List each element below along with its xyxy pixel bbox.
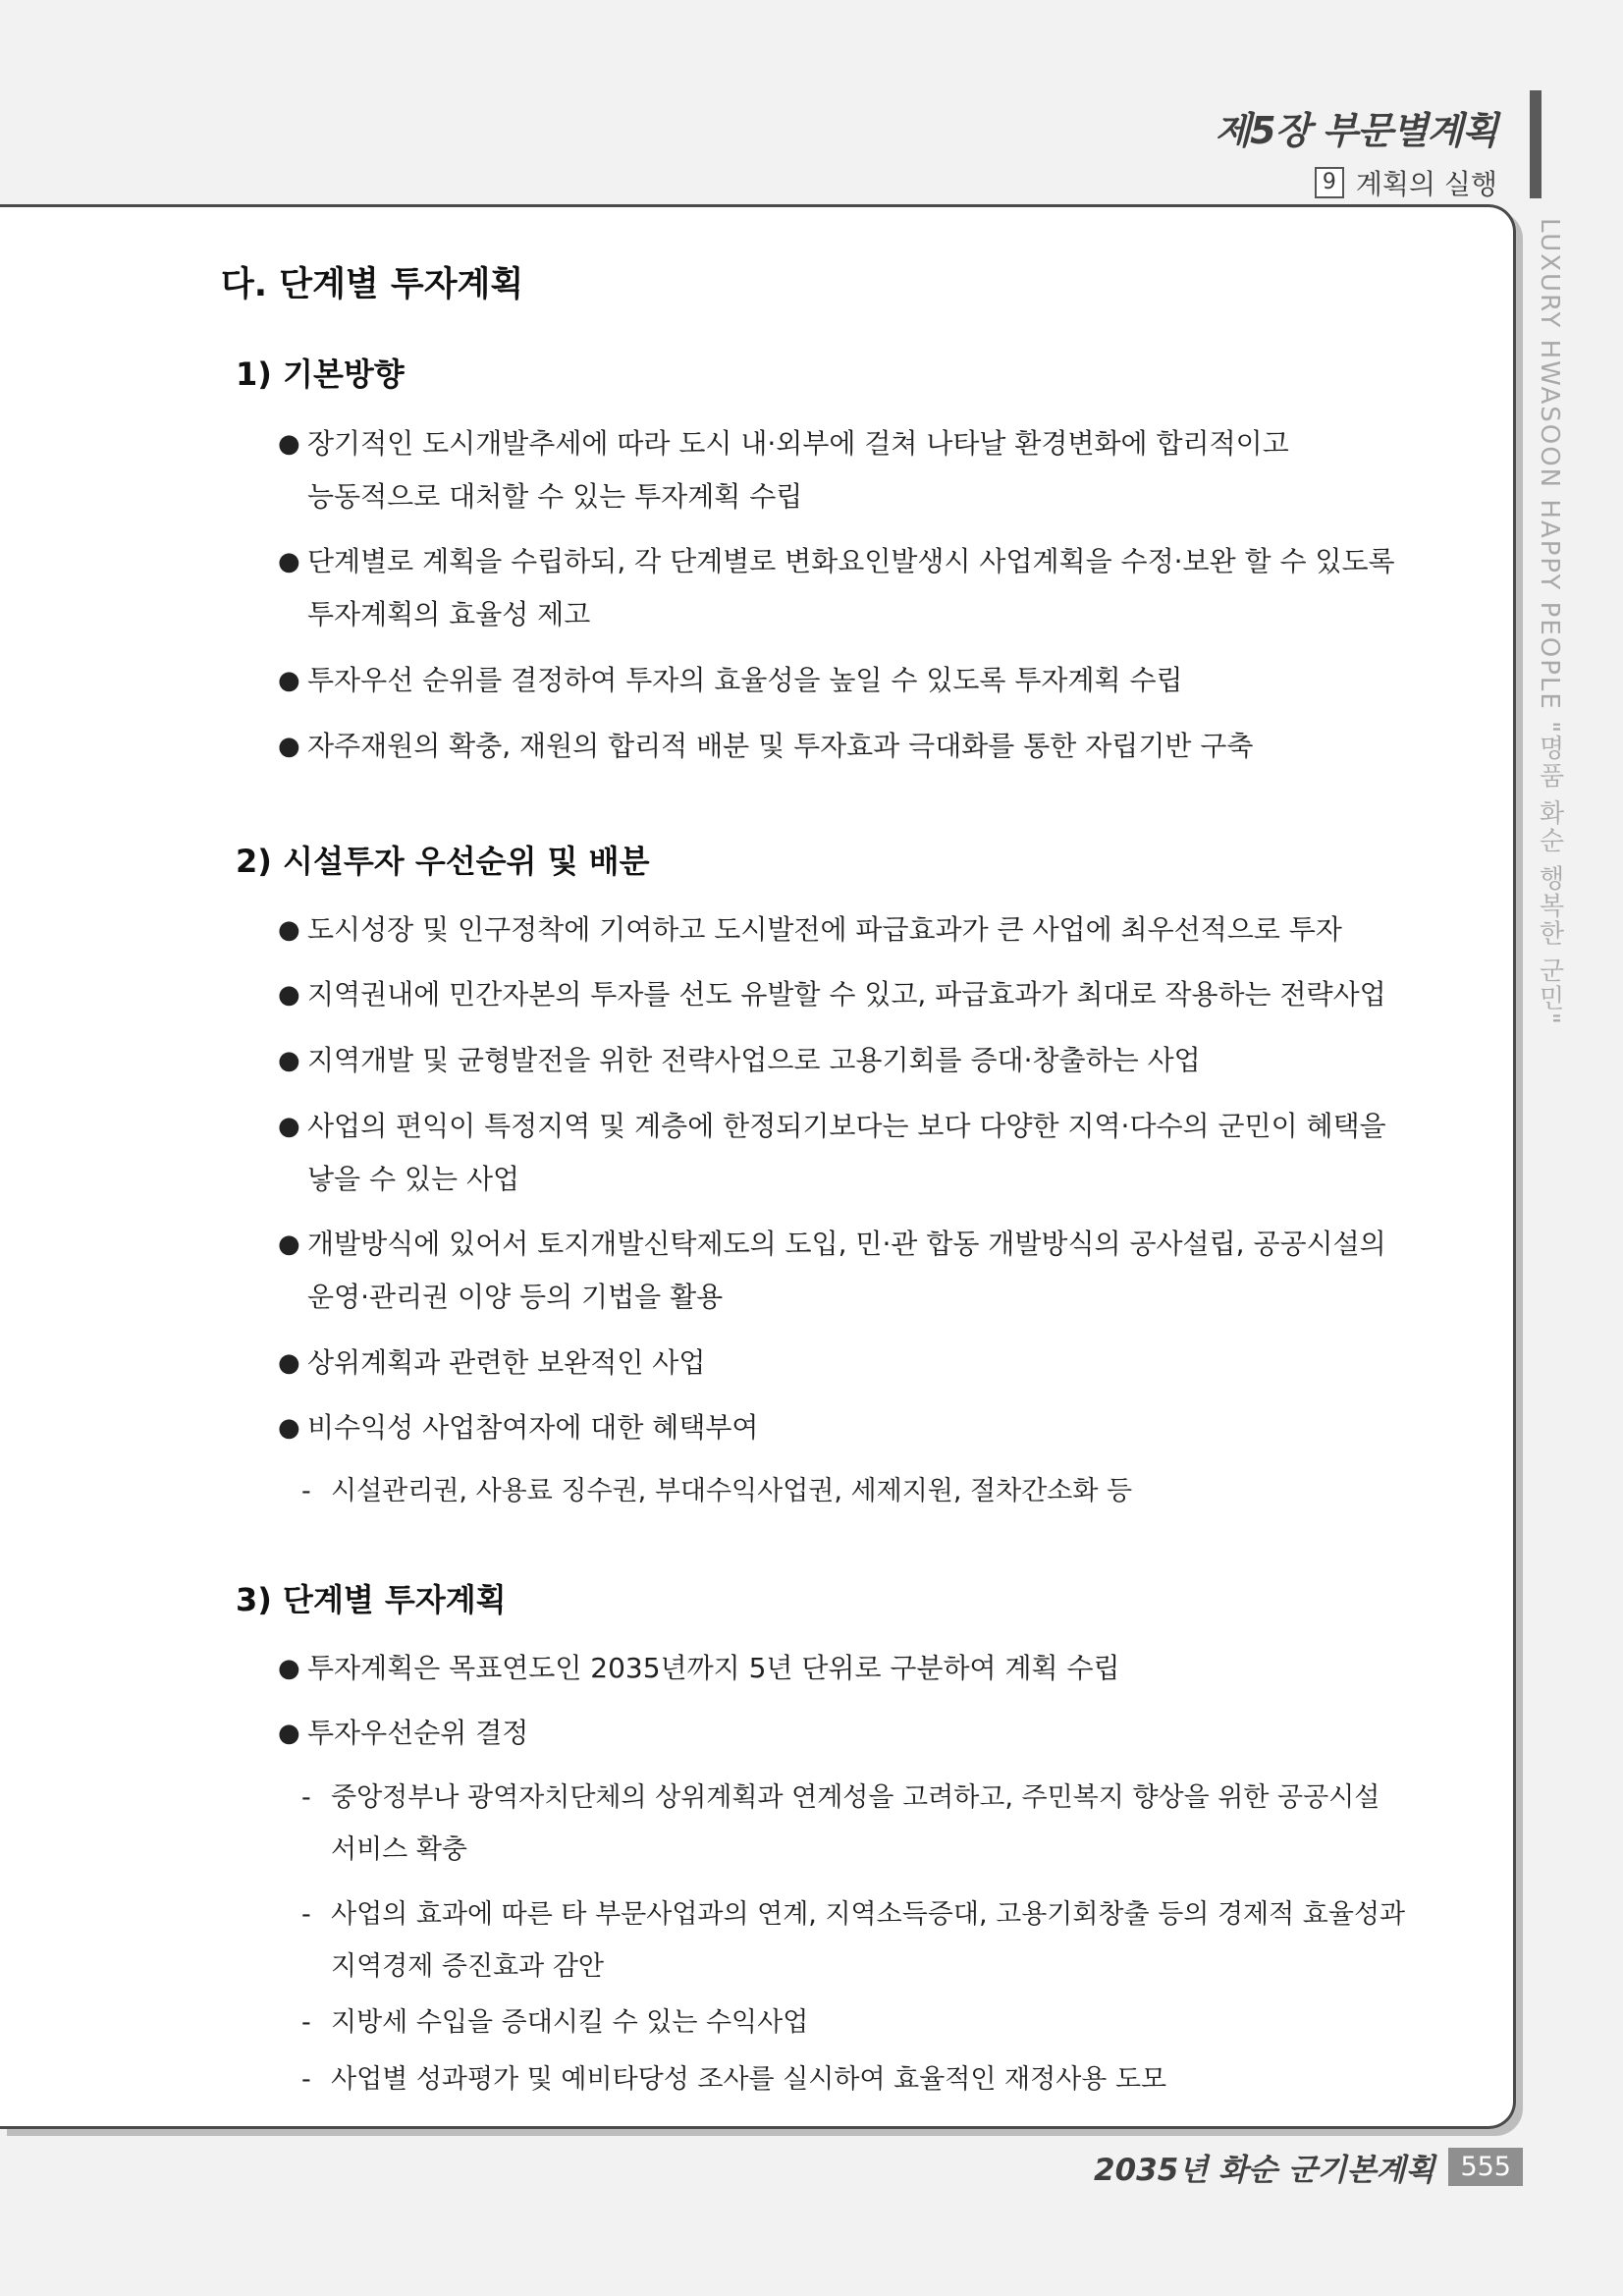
bullet-item: ● 비수익성 사업참여자에 대한 혜택부여 <box>278 1401 1476 1454</box>
bullet-item: ● 단계별로 계획을 수립하되, 각 단계별로 변화요인발생시 사업계획을 수정·보완 할 수 있도록 투자계획의 효율성 제고 <box>278 535 1476 641</box>
header-accent-bar <box>1530 90 1542 198</box>
page-header <box>0 0 1623 206</box>
dash-item: - 중앙정부나 광역자치단체의 상위계획과 연계성을 고려하고, 주민복지 향상을 위한 공공시설 서비스 확충 <box>301 1772 1480 1876</box>
dash-item: - 시설관리권, 사용료 징수권, 부대수익사업권, 세제지원, 절차간소화 등 <box>301 1465 1480 1517</box>
bullet-icon: ● <box>278 1719 300 1748</box>
dash-icon: - <box>301 2064 311 2095</box>
bullet-icon: ● <box>278 547 300 576</box>
bullet-item: ● 사업의 편익이 특정지역 및 계층에 한정되기보다는 보다 다양한 지역·다수의 군민이 혜택을 낳을 수 있는 사업 <box>278 1100 1476 1206</box>
subsection-heading-1: 1) 기본방향 <box>236 355 405 393</box>
bullet-item: ● 자주재원의 확충, 재원의 합리적 배분 및 투자효과 극대화를 통한 자립기반 구축 <box>278 720 1476 773</box>
section-title: 계획의 실행 <box>1355 168 1497 200</box>
dash-icon: - <box>301 1476 311 1506</box>
bullet-icon: ● <box>278 1654 300 1683</box>
page-footer <box>1094 2145 1523 2189</box>
dash-item: - 지방세 수입을 증대시킬 수 있는 수익사업 <box>301 1996 1480 2049</box>
bullet-item: ● 장기적인 도시개발추세에 따라 도시 내·외부에 걸쳐 나타날 환경변화에 합리적이고 능동적으로 대처할 수 있는 투자계획 수립 <box>278 417 1476 523</box>
bullet-icon: ● <box>278 666 300 695</box>
dash-icon: - <box>301 1782 311 1813</box>
chapter-title: 제5장 부문별계획 <box>1215 109 1497 152</box>
section-reference <box>1315 163 1497 202</box>
bullet-icon: ● <box>278 732 300 761</box>
footer-title: 2035년 화순 군기본계획 <box>1094 2153 1435 2188</box>
page-number: 555 <box>1448 2148 1523 2186</box>
bullet-icon: ● <box>278 1348 300 1378</box>
section-heading: 다. 단계별 투자계획 <box>221 265 524 304</box>
dash-item: - 사업의 효과에 따른 타 부문사업과의 연계, 지역소득증대, 고용기회창출 등의 경제적 효율성과 지역경제 증진효과 감안 <box>301 1888 1480 1993</box>
bullet-icon: ● <box>278 1413 300 1443</box>
bullet-item: ● 투자우선순위 결정 <box>278 1707 1476 1760</box>
bullet-icon: ● <box>278 1046 300 1075</box>
bullet-icon: ● <box>278 980 300 1010</box>
side-slogan: LUXURY HWASOON HAPPY PEOPLE "명품 화순 행복한 군민" <box>1535 218 1564 1026</box>
dash-icon: - <box>301 2007 311 2038</box>
bullet-item: ● 투자계획은 목표연도인 2035년까지 5년 단위로 구분하여 계획 수립 <box>278 1642 1476 1695</box>
bullet-item: ● 개발방식에 있어서 토지개발신탁제도의 도입, 민·관 합동 개발방식의 공사설립, 공공시설의 운영·관리권 이양 등의 기법을 활용 <box>278 1218 1476 1324</box>
bullet-icon: ● <box>278 1112 300 1141</box>
bullet-item: ● 투자우선 순위를 결정하여 투자의 효율성을 높일 수 있도록 투자계획 수립 <box>278 654 1476 707</box>
dash-icon: - <box>301 1899 311 1930</box>
dash-item: - 사업별 성과평가 및 예비타당성 조사를 실시하여 효율적인 재정사용 도모 <box>301 2053 1480 2105</box>
bullet-item: ● 상위계획과 관련한 보완적인 사업 <box>278 1337 1476 1390</box>
section-number: 9 <box>1315 167 1344 198</box>
bullet-item: ● 지역개발 및 균형발전을 위한 전략사업으로 고용기회를 증대·창출하는 사업 <box>278 1034 1476 1087</box>
subsection-heading-3: 3) 단계별 투자계획 <box>236 1581 507 1618</box>
bullet-icon: ● <box>278 429 300 459</box>
bullet-item: ● 지역권내에 민간자본의 투자를 선도 유발할 수 있고, 파급효과가 최대로 작용하는 전략사업 <box>278 968 1476 1021</box>
bullet-item: ● 도시성장 및 인구정착에 기여하고 도시발전에 파급효과가 큰 사업에 최우선적으로 투자 <box>278 903 1476 957</box>
subsection-heading-2: 2) 시설투자 우선순위 및 배분 <box>236 843 650 880</box>
bullet-icon: ● <box>278 1230 300 1259</box>
bullet-icon: ● <box>278 915 300 945</box>
